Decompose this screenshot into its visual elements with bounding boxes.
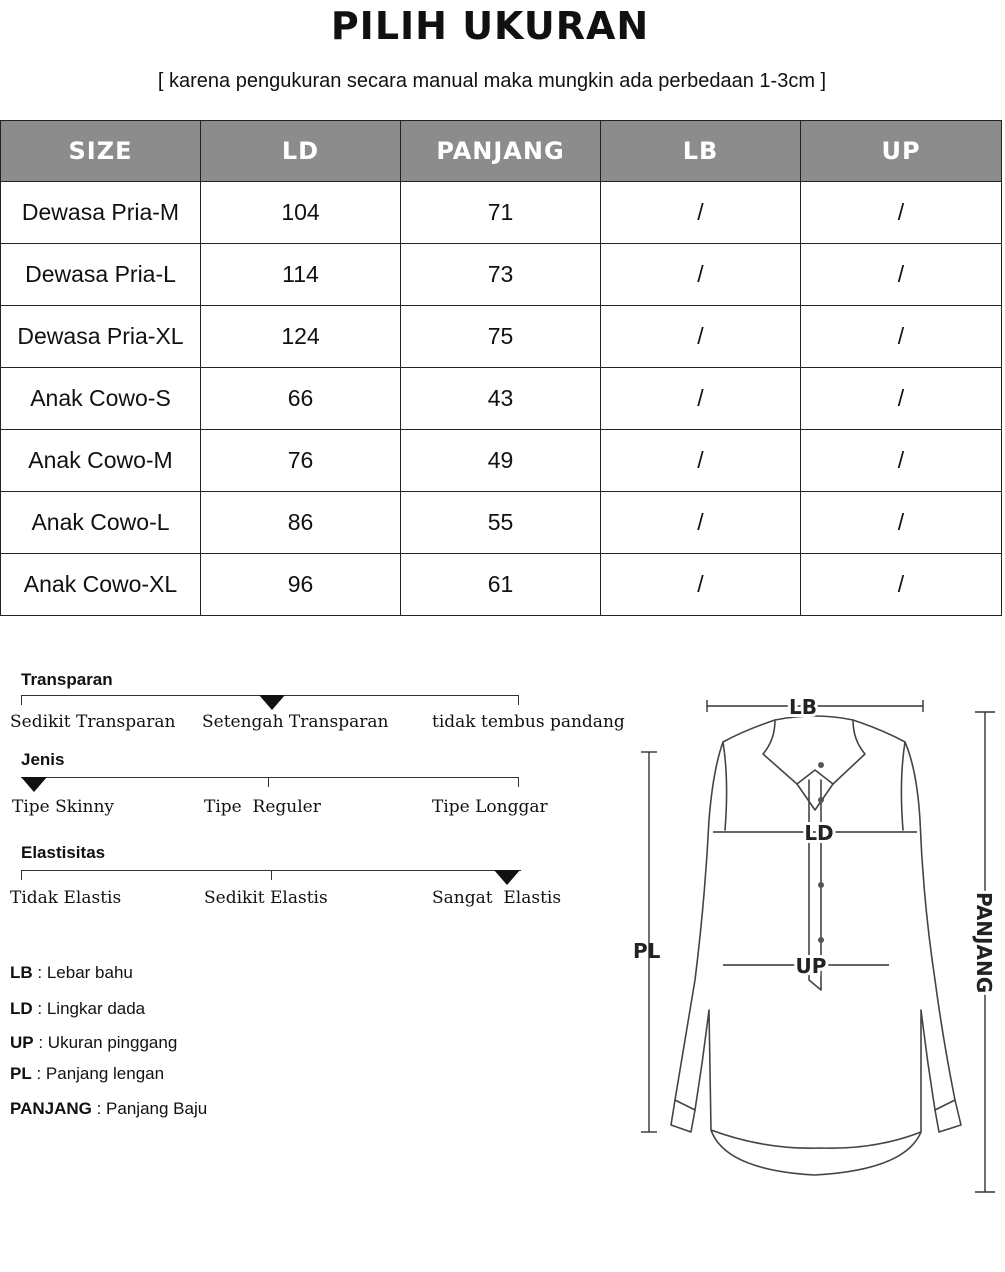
cell-lb: / bbox=[601, 306, 801, 368]
legend-sep: : bbox=[32, 963, 47, 982]
cell-size: Anak Cowo-S bbox=[1, 368, 201, 430]
cell-ld: 76 bbox=[201, 430, 401, 492]
cell-lb: / bbox=[601, 492, 801, 554]
legend-sep: : bbox=[31, 1064, 46, 1083]
cell-size: Anak Cowo-L bbox=[1, 492, 201, 554]
scale-tick bbox=[518, 695, 519, 705]
cell-size: Dewasa Pria-L bbox=[1, 244, 201, 306]
collar-outline bbox=[763, 716, 865, 784]
legend-item bbox=[10, 1033, 177, 1053]
cell-ld: 86 bbox=[201, 492, 401, 554]
label-lb: LB bbox=[789, 695, 817, 719]
label-up: UP bbox=[795, 954, 827, 978]
scale-option: Setengah Transparan bbox=[202, 712, 389, 732]
cell-up: / bbox=[801, 368, 1002, 430]
cell-panjang: 71 bbox=[401, 182, 601, 244]
table-row bbox=[1, 554, 1002, 616]
scale-tick bbox=[518, 777, 519, 787]
cell-up: / bbox=[801, 430, 1002, 492]
shirt-measurement-diagram bbox=[625, 680, 1005, 1200]
legend-desc: Panjang Baju bbox=[106, 1099, 208, 1118]
table-header-row bbox=[1, 121, 1002, 182]
transparency-scale bbox=[0, 670, 625, 750]
scale-tick bbox=[21, 695, 22, 705]
cell-ld: 66 bbox=[201, 368, 401, 430]
scale-marker-icon bbox=[259, 695, 285, 710]
scale-marker-icon bbox=[21, 777, 47, 792]
cell-ld: 96 bbox=[201, 554, 401, 616]
legend-abbr: UP bbox=[10, 1033, 34, 1052]
legend-abbr: PL bbox=[10, 1064, 32, 1083]
legend-desc: Lebar bahu bbox=[46, 963, 133, 982]
cell-panjang: 75 bbox=[401, 306, 601, 368]
cell-lb: / bbox=[601, 554, 801, 616]
cell-panjang: 43 bbox=[401, 368, 601, 430]
scale-marker-icon bbox=[494, 870, 520, 885]
cell-lb: / bbox=[601, 368, 801, 430]
scale-title: Elastisitas bbox=[21, 843, 106, 862]
scale-title: Transparan bbox=[21, 670, 113, 689]
legend-sep: : bbox=[32, 999, 47, 1018]
label-panjang: PANJANG bbox=[972, 892, 996, 994]
legend-desc: Panjang lengan bbox=[45, 1064, 165, 1083]
legend-abbr: PANJANG bbox=[10, 1099, 92, 1118]
scale-option: Sangat Elastis bbox=[432, 888, 562, 908]
legend-sep: : bbox=[91, 1099, 107, 1118]
cell-panjang: 55 bbox=[401, 492, 601, 554]
scale-title: Jenis bbox=[21, 750, 65, 769]
elasticity-scale bbox=[0, 843, 620, 923]
fit-type-scale bbox=[0, 750, 620, 830]
scale-option: Sedikit Elastis bbox=[204, 888, 328, 908]
legend-item bbox=[10, 1099, 207, 1119]
cell-size: Dewasa Pria-M bbox=[1, 182, 201, 244]
scale-option: Tipe Reguler bbox=[204, 797, 321, 817]
legend-item bbox=[10, 963, 133, 983]
header-lb: LB bbox=[601, 121, 801, 182]
scale-option: Tipe Skinny bbox=[12, 797, 115, 817]
legend-desc: Ukuran pinggang bbox=[47, 1033, 178, 1052]
scale-tick bbox=[21, 870, 22, 880]
label-pl: PL bbox=[633, 939, 661, 963]
cell-up: / bbox=[801, 244, 1002, 306]
cell-ld: 114 bbox=[201, 244, 401, 306]
cell-panjang: 61 bbox=[401, 554, 601, 616]
cell-up: / bbox=[801, 306, 1002, 368]
scale-option: Tipe Longgar bbox=[432, 797, 548, 817]
shirt-button bbox=[818, 762, 824, 768]
shirt-outline bbox=[675, 720, 955, 1148]
shirt-button bbox=[818, 797, 824, 803]
label-ld: LD bbox=[804, 821, 834, 845]
legend-item bbox=[10, 999, 145, 1019]
cell-lb: / bbox=[601, 430, 801, 492]
cell-size: Dewasa Pria-XL bbox=[1, 306, 201, 368]
legend-item bbox=[10, 1064, 164, 1084]
table-row bbox=[1, 244, 1002, 306]
scale-line bbox=[21, 777, 519, 778]
table-row bbox=[1, 306, 1002, 368]
shirt-button bbox=[818, 882, 824, 888]
cell-up: / bbox=[801, 554, 1002, 616]
table-row bbox=[1, 430, 1002, 492]
scale-option: Sedikit Transparan bbox=[10, 712, 176, 732]
header-ld: LD bbox=[201, 121, 401, 182]
scale-tick bbox=[271, 870, 272, 880]
scale-option: Tidak Elastis bbox=[10, 888, 122, 908]
cell-lb: / bbox=[601, 244, 801, 306]
cell-size: Anak Cowo-XL bbox=[1, 554, 201, 616]
cell-panjang: 49 bbox=[401, 430, 601, 492]
page-title: PILIH UKURAN bbox=[330, 4, 650, 48]
header-panjang: PANJANG bbox=[401, 121, 601, 182]
size-table bbox=[0, 120, 1002, 616]
legend-sep: : bbox=[33, 1033, 48, 1052]
table-row bbox=[1, 182, 1002, 244]
scale-tick bbox=[268, 777, 269, 787]
table-row bbox=[1, 368, 1002, 430]
cell-ld: 104 bbox=[201, 182, 401, 244]
cell-ld: 124 bbox=[201, 306, 401, 368]
table-row bbox=[1, 492, 1002, 554]
legend-abbr: LD bbox=[10, 999, 33, 1018]
header-up: UP bbox=[801, 121, 1002, 182]
shirt-button bbox=[818, 937, 824, 943]
cell-up: / bbox=[801, 492, 1002, 554]
cell-lb: / bbox=[601, 182, 801, 244]
legend-desc: Lingkar dada bbox=[46, 999, 146, 1018]
measurement-note: [ karena pengukuran secara manual maka mungkin ada perbedaan 1-3cm ] bbox=[157, 70, 827, 92]
header-size: SIZE bbox=[1, 121, 201, 182]
cell-panjang: 73 bbox=[401, 244, 601, 306]
scale-option: tidak tembus pandang bbox=[432, 712, 625, 732]
cell-up: / bbox=[801, 182, 1002, 244]
legend-abbr: LB bbox=[10, 963, 33, 982]
cell-size: Anak Cowo-M bbox=[1, 430, 201, 492]
